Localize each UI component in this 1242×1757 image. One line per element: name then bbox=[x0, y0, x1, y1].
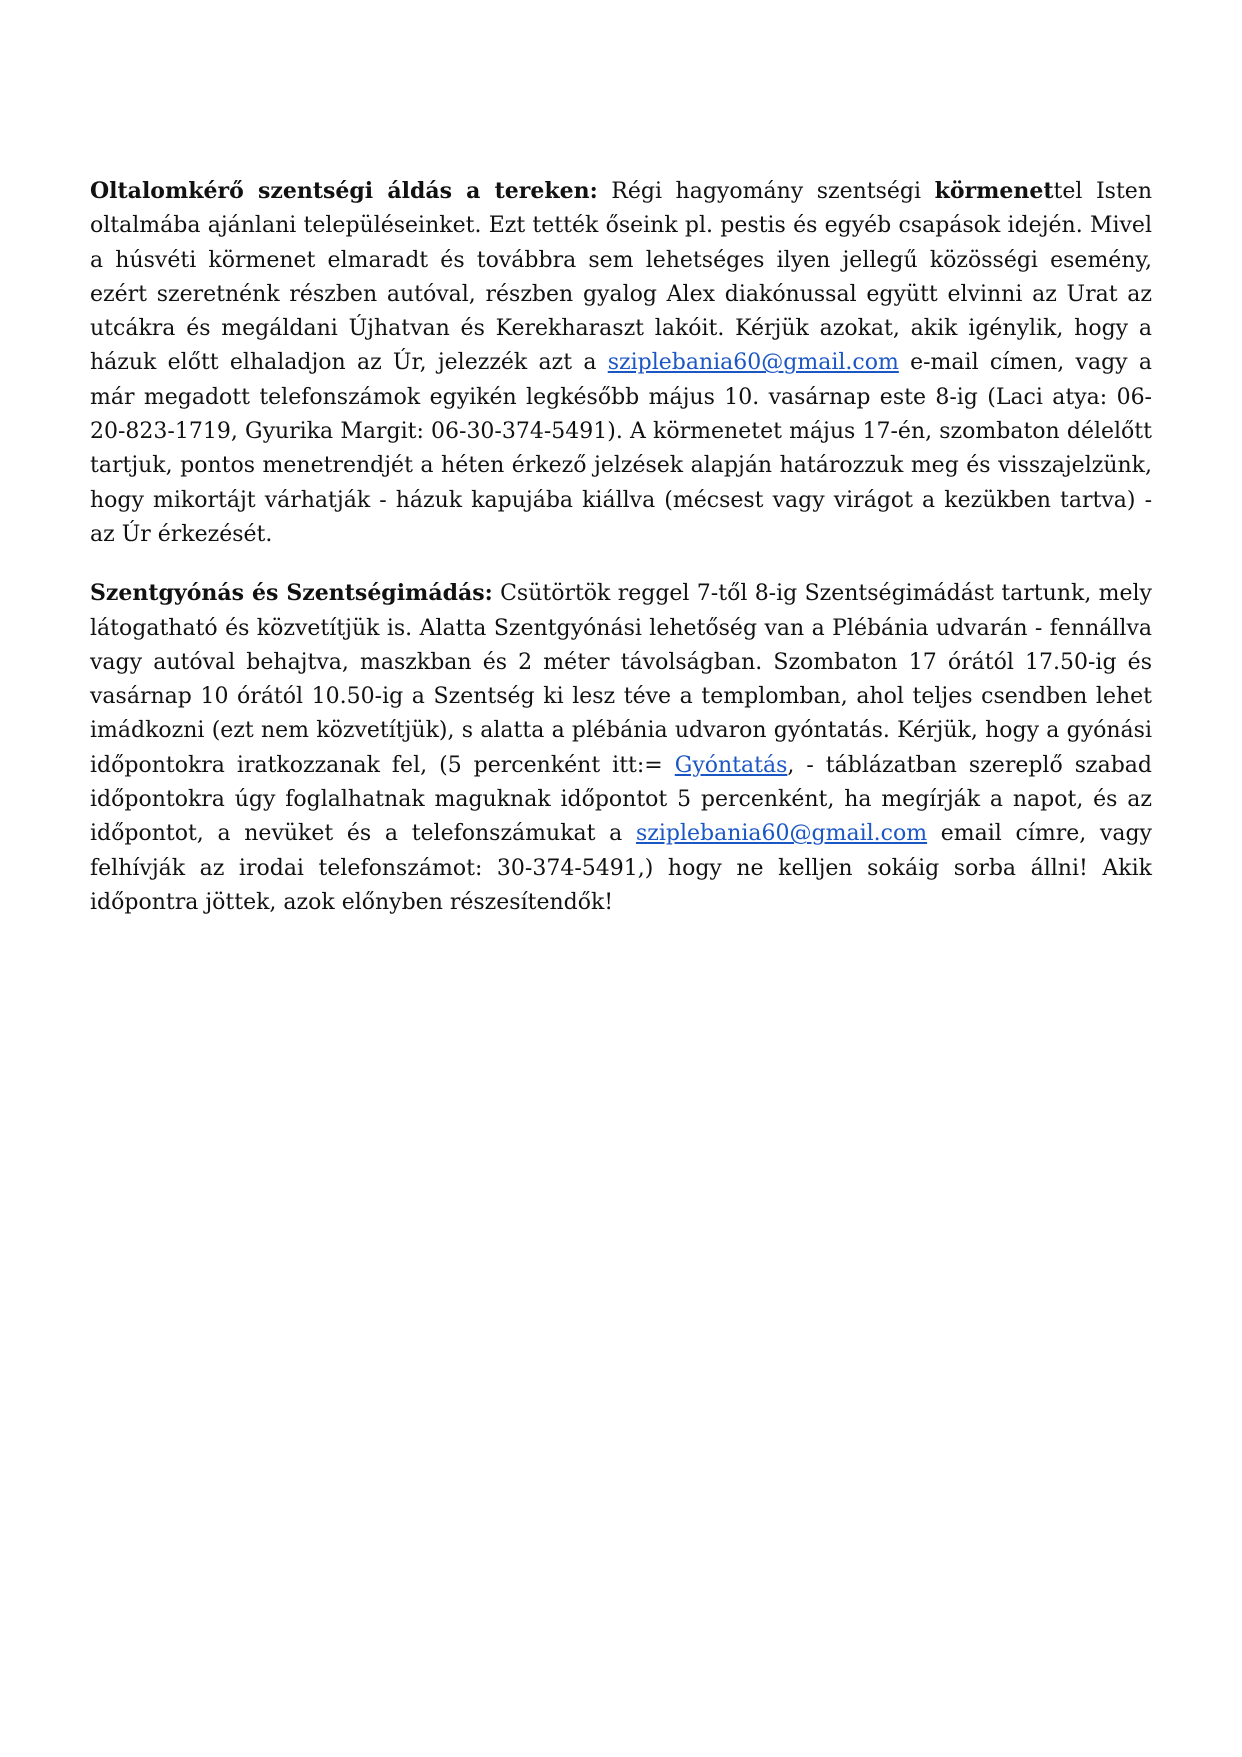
procession-text-a: Régi hagyomány szentségi bbox=[597, 179, 935, 204]
confession-schedule-link[interactable]: Gyóntatás bbox=[674, 752, 788, 778]
confession-text-b: , - táblázatban szereplő szabad időpontokra úgy foglalhatnak maguknak időpontot 5 percenként, ha megírják a napot, és az időpontot, a nevüket és a telefonszámukat a bbox=[90, 752, 1152, 847]
paragraph-procession bbox=[90, 174, 1152, 552]
confession-heading: Szentgyónás és Szentségimádás: bbox=[90, 580, 493, 607]
confession-text-a: Csütörtök reggel 7-től 8-ig Szentségimádást tartunk, mely látogatható és közvetítjük is. Alatta Szentgyónási lehetőség van a Plébánia udvarán - fennállva vagy autóval behajtva, maszkban és 2 méter távolságban. Szombaton 17 órától 17.50-ig és vasárnap 10 órától 10.50-ig a Szentség ki lesz téve a templomban, ahol teljes csendben lehet imádkozni (ezt nem közvetítjük), s alatta a plébánia udvaron gyóntatás. Kérjük, hogy a gyónási időpontokra iratkozzanak fel, (5 percenként itt:= bbox=[90, 581, 1152, 778]
confession-email-link[interactable]: sziplebania60@gmail.com bbox=[635, 821, 928, 847]
paragraph-confession bbox=[90, 576, 1152, 920]
procession-heading: Oltalomkérő szentségi áldás a tereken: bbox=[90, 178, 598, 204]
procession-text-b: tel Isten oltalmába ajánlani településeinket. Ezt tették őseink pl. pestis és egyéb csapások idején. Mivel a húsvéti körmenet elmaradt és továbbra sem lehetséges ilyen jellegű közösségi esemény, ezért szeretnénk részben autóval, részben gyalog Alex diakónussal együtt elvinni az Urat az utcákra és megáldani Újhatvan és Kerekharaszt lakóit. Kérjük azokat, akik igénylik, hogy a házuk előtt elhaladjon az Úr, jelezzék azt a bbox=[90, 179, 1152, 376]
procession-bold-word: körmenet bbox=[934, 178, 1054, 204]
procession-email-link[interactable]: sziplebania60@gmail.com bbox=[607, 350, 899, 376]
procession-text-c: e-mail címen, vagy a már megadott telefonszámok egyikén legkésőbb május 10. vasárnap este 8-ig (Laci atya: 06-20-823-1719, Gyurika Margit: 06-30-374-5491). A körmenetet május 17-én, szombaton délelőtt tartjuk, pontos menetrendjét a héten érkező jelzések alapján határozzuk meg és visszajelzünk, hogy mikortájt várhatják - házuk kapujába kiállva (mécsest vagy virágot a kezükben tartva) - az Úr érkezését. bbox=[90, 350, 1152, 547]
document-body bbox=[90, 174, 1152, 944]
confession-text-c: email címre, vagy felhívják az irodai telefonszámot: 30-374-5491,) hogy ne kelljen sokáig sorba állni! Akik időpontra jöttek, azok előnyben részesítendők! bbox=[90, 821, 1152, 915]
